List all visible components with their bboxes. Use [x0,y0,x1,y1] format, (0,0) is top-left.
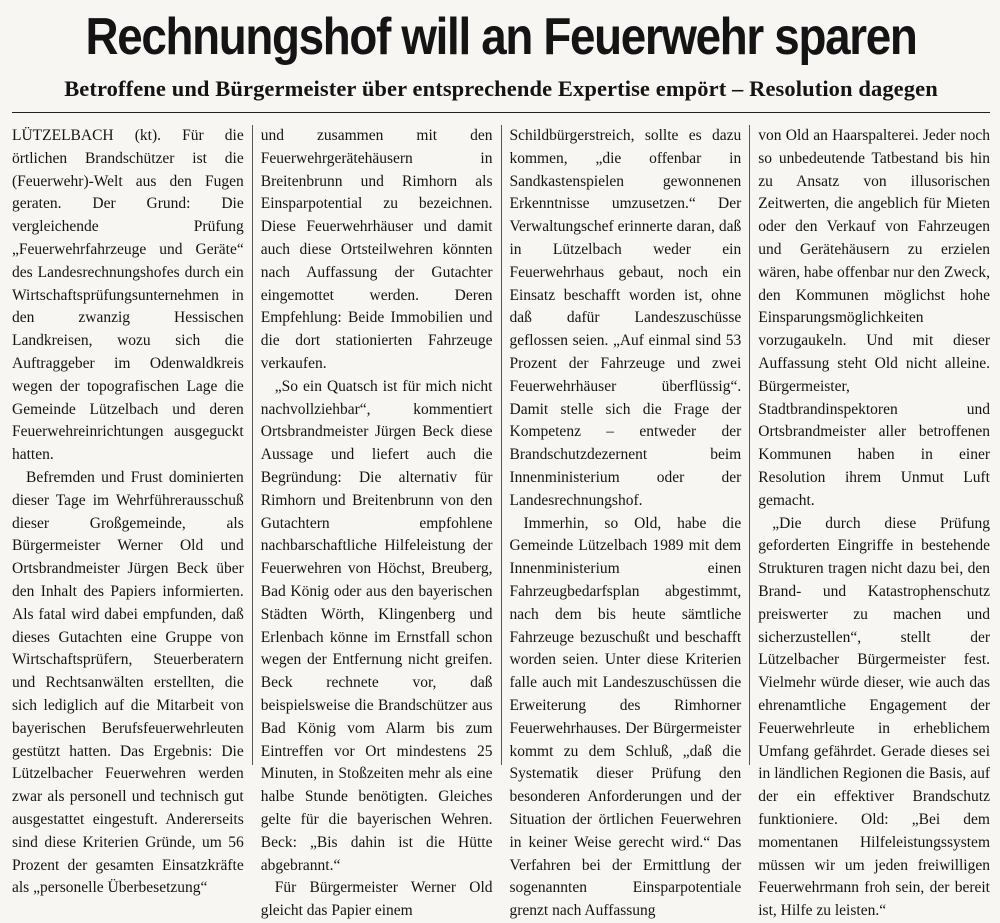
paragraph: Schildbürgerstreich, sollte es dazu kommen, „die offenbar in Sandkastenspielen gewonnenen Erkenntnisse umzusetzen.“ Der Verwaltungschef erinnerte daran, daß in Lützelbach weder ein Feuerwehrhaus gebaut, noch ein Einsatz beschafft worden ist, ohne daß dafür Landeszuschüsse geflossen seien. „Auf einmal sind 53 Prozent der Fahrzeuge und zwei Feuerwehrhäuser überflüssig“. Damit stelle sich die Frage der Kompetenz – entweder der Brandschutzdezernent beim Innenministerium oder der Landesrechnungshof. [509,127,742,509]
paragraph: Für Bürgermeister Werner Old gleicht das Papier einem [260,879,493,920]
paragraph: Befremden und Frust dominierten dieser Tage im Wehrführerausschuß dieser Großgemeinde, als Bürgermeister Werner Old und Ortsbrandmeister Jürgen Beck über den Inhalt des Papiers informierten. Als fatal wird dabei empfunden, daß dieses Gutachten eine Gruppe von Wirtschaftsprüfern, Steuerberatern und Rechtsanwälten erstellten, die sich lediglich auf die Mitarbeit von bayerischen Berufsfeuerwehrleuten gestützt hatten. Das Ergebnis: Die Lützelbacher Feuerwehren werden zwar als personell und technisch gut ausgestattet eingestuft. Andererseits sind diese Kriterien Gründe, um 56 Prozent der gesamten Einsatzkräfte als „personelle Überbesetzung“ [12,468,244,897]
paragraph: Immerhin, so Old, habe die Gemeinde Lützelbach 1989 mit dem Innenministerium einen Fahrzeugbedarfsplan abgestimmt, nach dem bis heute sämtliche Fahrzeuge bezuschußt und beschafft worden seien. Unter diese Kriterien falle auch mit Landeszuschüssen die Erweiterung des Rimhorner Feuerwehrhauses. Der Bürgermeister kommt zu dem Schluß, „daß die Systematik dieser Prüfung den besonderen Anforderungen und der Situation der örtlichen Feuerwehren in keiner Weise gerecht wird.“ Das Verfahren bei der Ermittlung der sogenannten Einsparpotentiale grenzt nach Auffassung [509,514,742,920]
paragraph: und zusammen mit den Feuerwehrgerätehäusern in Breitenbrunn und Rimhorn als Einsparpotential zu bezeichnen. Diese Feuerwehrhäuser und damit auch diese Ortsteilwehren könnten nach Auffassung der Gutachter eingemottet werden. Deren Empfehlung: Beide Immobilien und die dort stationierten Fahrzeuge verkaufen. [260,127,493,372]
article-body [12,125,990,920]
paragraph: von Old an Haarspalterei. Jeder noch so unbedeutende Tatbestand bis hin zu Ansatz von illusorischen Zeitwerten, die angeblich für Mieten oder den Verkauf von Fahrzeugen und Gerätehäusern zu erzielen wären, habe offenbar nur den Zweck, den Kommunen möglichst hohe Einsparungsmöglichkeiten vorzugaukeln. Und mit dieser Auffassung steht Old nicht alleine. Bürgermeister, Stadtbrandinspektoren und Ortsbrandmeister aller betroffenen Kommunen haben in einer Resolution ihrem Unmut Luft gemacht. [758,127,990,509]
column-2 [252,125,501,920]
column-1 [12,125,252,897]
paragraph: „Die durch diese Prüfung geforderten Eingriffe in bestehende Strukturen tragen nicht dazu bei, den Brand- und Katastrophenschutz preiswerter zu machen und sicherzustellen“, stellt der Lützelbacher Bürgermeister fest. Vielmehr würde dieser, wie auch das ehrenamtliche Engagement der Feuerwehrleute in erheblichem Umfang gefährdet. Gerade dieses sei in ländlichen Regionen die Basis, auf der ein effektiver Brandschutz funktioniere. Old: „Bei dem momentanen Hilfeleistungssystem müssen wir um jeden freiwilligen Feuerwehrmann froh sein, der bereit ist, Hilfe zu leisten.“ [758,514,990,920]
column-4 [749,125,990,920]
paragraph: LÜTZELBACH (kt). Für die örtlichen Brandschützer ist die (Feuerwehr)-Welt aus den Fugen geraten. Der Grund: Die vergleichende Prüfung „Feuerwehrfahrzeuge und Geräte“ des Landesrechnungshofes durch ein Wirtschaftsprüfungsunternehmen in den zwanzig Hessischen Landkreisen, wozu sich die Auftraggeber im Odenwaldkreis wegen der topografischen Lage die Gemeinde Lützelbach und deren Feuerwehreinrichtungen ausgeguckt hatten. [12,127,244,464]
headline: Rechnungshof will an Feuerwehr sparen [85,8,917,66]
paragraph: „So ein Quatsch ist für mich nicht nachvollziehbar“, kommentiert Ortsbrandmeister Jürgen Beck diese Aussage und liefert auch die Begründung: Die alternativ für Rimhorn und Breitenbrunn von den Gutachtern empfohlene nachbarschaftliche Hilfeleistung der Feuerwehren von Höchst, Breuberg, Bad König oder aus den bayerischen Städten Wörth, Klingenberg und Erlenbach könne im Ernstfall schon wegen der Entfernung nicht greifen. Beck rechnete vor, daß beispielsweise die Brandschützer aus Bad König vom Alarm bis zum Eintreffen vor Ort mindestens 25 Minuten, in Stoßzeiten mehr als eine halbe Stunde benötigten. Gleiches gelte für die bayerischen Wehren. Beck: „Bis dahin ist die Hütte abgebrannt.“ [260,377,493,874]
subheadline: Betroffene und Bürgermeister über entsprechende Expertise empört – Resolution dagegen [12,74,990,113]
column-3 [501,125,750,920]
